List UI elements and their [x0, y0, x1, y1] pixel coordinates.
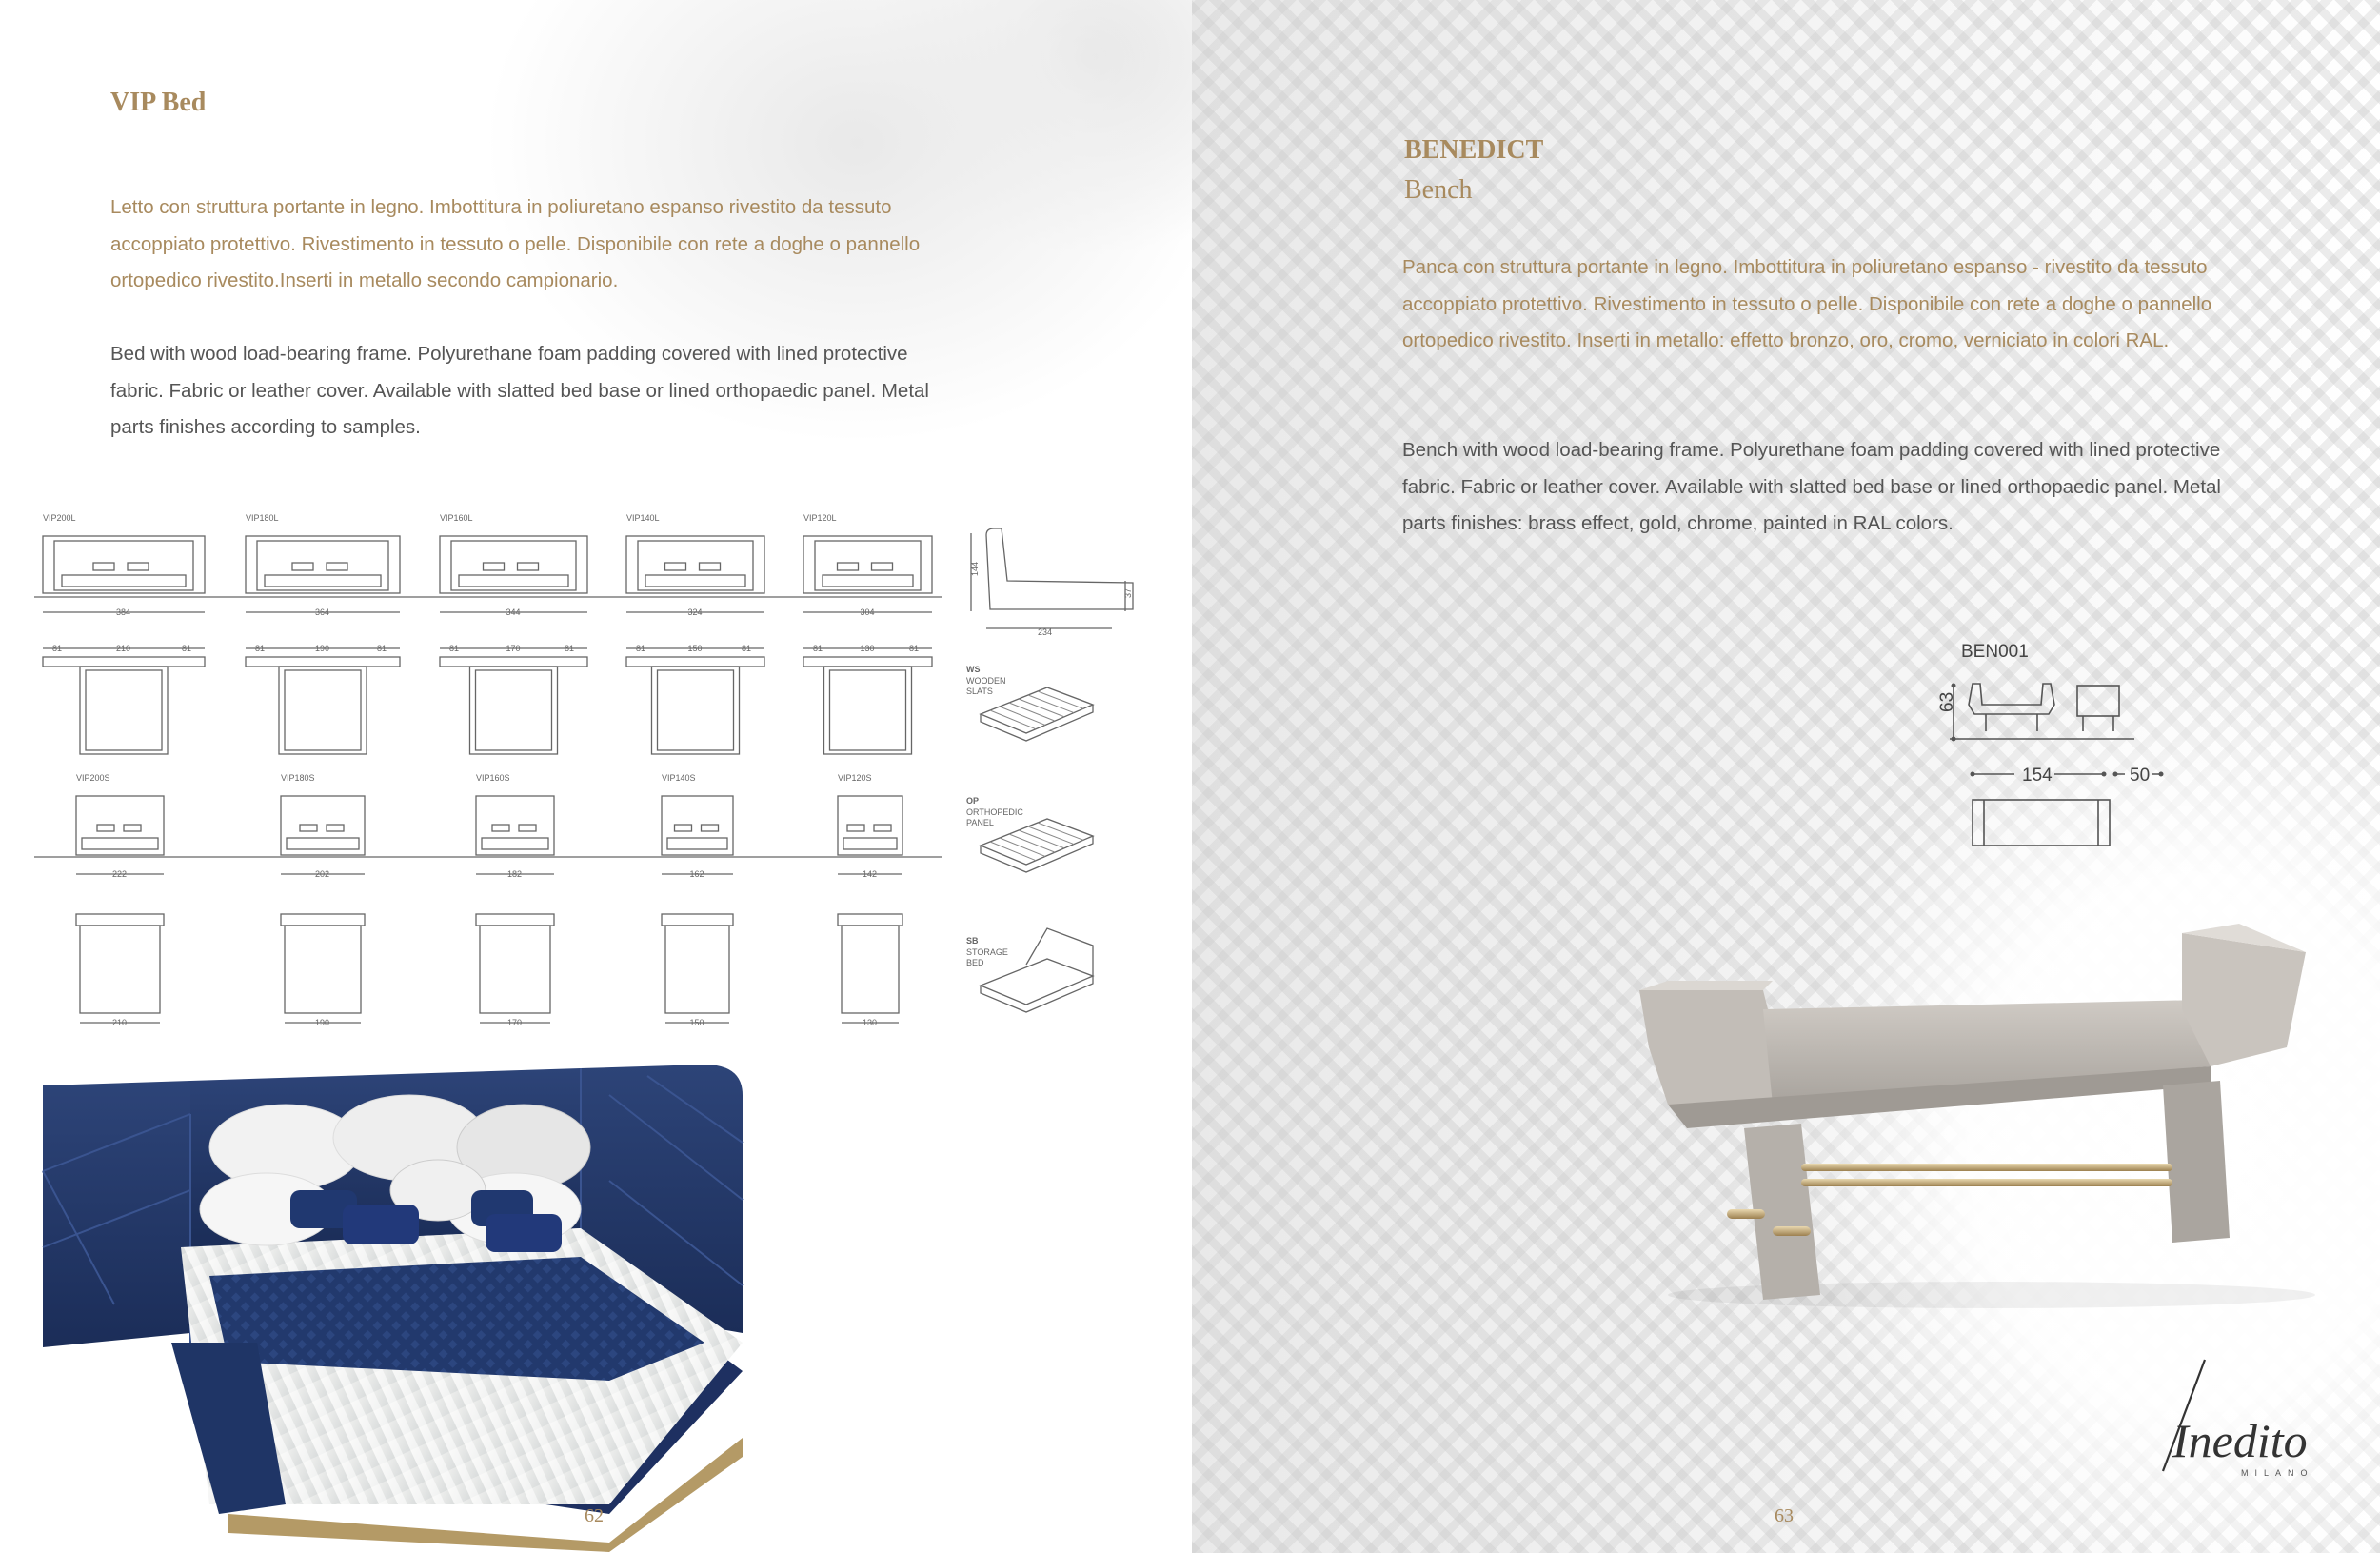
model-code: BEN001 [1961, 642, 2029, 662]
bed-plan [652, 667, 740, 754]
model-code-VIP200S: VIP200S [76, 773, 110, 783]
pillow-outline [702, 825, 719, 831]
bed-plan [480, 926, 550, 1013]
base-drawing [981, 959, 1093, 1005]
headboard-elevation [476, 796, 554, 855]
headboard-inner [257, 541, 388, 590]
mattress-outline [82, 838, 158, 849]
bed-plan [80, 667, 168, 754]
dim-mattress: 210 [116, 644, 131, 653]
dim-mattress: 190 [315, 644, 330, 653]
dim-mattress: 130 [860, 644, 875, 653]
pillow-outline [124, 825, 141, 831]
headboard-plan [281, 914, 365, 926]
base-label: WOODEN [966, 676, 1006, 686]
pillow-outline [327, 825, 344, 831]
dim-mattress: 150 [687, 644, 703, 653]
pillow-outline [874, 825, 891, 831]
pillow-outline [300, 825, 317, 831]
bench-height-label: 63 [1937, 691, 1957, 712]
headboard-plan [440, 657, 587, 667]
headboard-elevation [246, 536, 400, 593]
mattress-outline [645, 575, 745, 587]
side-view-elevation [986, 528, 1133, 609]
dim-side-right: 81 [909, 644, 920, 653]
base-drawing-side [981, 705, 1093, 741]
headboard-plan [662, 914, 733, 926]
mattress-outline [843, 838, 897, 849]
base-label: SLATS [966, 687, 993, 696]
dim-total: 222 [112, 869, 128, 879]
base-drawing [981, 819, 1093, 865]
mattress-outline [265, 575, 381, 587]
dim-total: 162 [689, 869, 704, 879]
vip-bed-image [38, 1057, 952, 1552]
dim-side-left: 81 [52, 644, 63, 653]
pillow-outline [675, 825, 692, 831]
headboard-plan [626, 657, 764, 667]
dim-mattress: 170 [506, 644, 521, 653]
headboard-elevation [281, 796, 365, 855]
pillow-outline [484, 563, 505, 570]
model-code-VIP140S: VIP140S [662, 773, 696, 783]
dim-side-right: 81 [377, 644, 387, 653]
dim-total: 384 [116, 607, 131, 617]
headboard-plan [476, 914, 554, 926]
dim-height: 144 [970, 561, 980, 576]
dim-mattress: 130 [863, 1018, 878, 1027]
model-code-VIP200L: VIP200L [43, 513, 76, 523]
dim-total: 364 [315, 607, 330, 617]
dim-side-left: 81 [449, 644, 460, 653]
mattress-plan [830, 670, 906, 750]
headboard-plan [838, 914, 902, 926]
dim-side-height: 37 [1123, 587, 1133, 598]
slat-line [1038, 691, 1083, 708]
base-code-WS: WS [966, 665, 981, 674]
headboard-inner [638, 541, 753, 590]
slat-line [1019, 830, 1064, 848]
headboard-elevation [76, 796, 164, 855]
model-code-VIP120S: VIP120S [838, 773, 872, 783]
base-label: PANEL [966, 818, 994, 827]
pillow-outline [492, 825, 509, 831]
base-code-OP: OP [966, 796, 980, 806]
dim-side-right: 81 [742, 644, 752, 653]
model-code-VIP160S: VIP160S [476, 773, 510, 783]
pillow-outline [700, 563, 721, 570]
bed-plan [285, 926, 361, 1013]
headboard-elevation [662, 796, 733, 855]
slat-line [1028, 826, 1074, 845]
page-number-left: 62 [585, 1505, 604, 1526]
dim-total: 324 [687, 607, 703, 617]
slat-line [1009, 703, 1055, 721]
bed-plan [279, 667, 367, 754]
model-code-VIP180S: VIP180S [281, 773, 315, 783]
slat-line [990, 842, 1036, 861]
mattress-outline [823, 575, 913, 587]
pillow-outline [128, 563, 149, 570]
headboard-plan [246, 657, 400, 667]
dim-mattress: 170 [507, 1018, 523, 1027]
dim-mattress: 210 [112, 1018, 128, 1027]
dim-mattress: 190 [315, 1018, 330, 1027]
dim-total: 344 [506, 607, 521, 617]
headboard-inner [451, 541, 576, 590]
bed-plan [470, 667, 558, 754]
dim-total: 182 [507, 869, 523, 879]
base-drawing-side [981, 976, 1093, 1012]
logo-subtitle: MILANO [2241, 1468, 2314, 1476]
dim-side-left: 81 [636, 644, 646, 653]
dim-side-left: 81 [255, 644, 266, 653]
slat-line [1038, 823, 1083, 840]
dim-total: 304 [860, 607, 875, 617]
right-page [1192, 0, 2380, 1553]
product-subtitle: Bench [1404, 175, 1473, 205]
model-code-VIP120L: VIP120L [803, 513, 837, 523]
description-italian: Panca con struttura portante in legno. Imbottitura in poliuretano espanso - rivestito da tessuto accoppiato protettivo. Rivestimento in tessuto o pelle. Disponibile con rete a doghe o pannello ortopedico rivestito. Inserti in metallo: effetto bronzo, oro, cromo, verniciato in colori RAL. [1402, 256, 2212, 351]
page-number-right: 63 [1775, 1505, 1794, 1526]
base-code-SB: SB [966, 936, 979, 946]
inedito-logo [2134, 1352, 2325, 1476]
bench-technical-drawing [1934, 667, 2220, 866]
base-label: STORAGE [966, 947, 1008, 957]
slat-line [1000, 707, 1045, 725]
pillow-outline [665, 563, 686, 570]
pillow-outline [292, 563, 313, 570]
headboard-plan [803, 657, 932, 667]
description-italian: Letto con struttura portante in legno. Imbottitura in poliuretano espanso rivestito da tessuto accoppiato protettivo. Rivestimento in tessuto o pelle. Disponibile con rete a doghe o pannello ortopedico rivestito.Inserti in metallo secondo campionario. [110, 196, 921, 291]
benedict-bench-image [1630, 914, 2315, 1314]
bed-plan [665, 926, 729, 1013]
mattress-outline [62, 575, 186, 587]
model-code-VIP180L: VIP180L [246, 513, 279, 523]
bench-depth-label: 50 [2130, 766, 2151, 786]
technical-drawings [0, 0, 1192, 1057]
mattress-outline [287, 838, 359, 849]
logo-wordmark: Inedito [2172, 1414, 2308, 1467]
product-title-benedict: BENEDICT [1404, 135, 1544, 165]
base-label: ORTHOPEDIC [966, 807, 1023, 817]
dim-side-right: 81 [565, 644, 575, 653]
headboard-inner [54, 541, 193, 590]
mattress-plan [86, 670, 162, 750]
mattress-plan [285, 670, 361, 750]
bed-plan [842, 926, 899, 1013]
dim-total: 202 [315, 869, 330, 879]
headboard-elevation [626, 536, 764, 593]
dim-side-left: 81 [813, 644, 823, 653]
slat-line [1028, 695, 1074, 713]
slat-line [1009, 834, 1055, 852]
pillow-outline [838, 563, 859, 570]
headboard-plan [76, 914, 164, 926]
dim-total: 142 [863, 869, 878, 879]
bed-plan [824, 667, 912, 754]
headboard-elevation [440, 536, 587, 593]
mattress-outline [482, 838, 548, 849]
dim-side-right: 81 [182, 644, 192, 653]
model-code-VIP160L: VIP160L [440, 513, 473, 523]
mattress-plan [476, 670, 552, 750]
bench-width-label: 154 [2022, 766, 2053, 786]
model-code-VIP140L: VIP140L [626, 513, 660, 523]
slat-line [990, 710, 1036, 729]
base-drawing [981, 687, 1093, 733]
headboard-elevation [43, 536, 205, 593]
pillow-outline [93, 563, 114, 570]
pillow-outline [327, 563, 347, 570]
dim-length: 234 [1038, 627, 1053, 637]
mattress-outline [667, 838, 727, 849]
pillow-outline [97, 825, 114, 831]
bed-plan [80, 926, 160, 1013]
slat-line [1000, 838, 1045, 856]
mattress-outline [459, 575, 568, 587]
base-label: BED [966, 958, 984, 967]
pillow-outline [518, 563, 539, 570]
description-english: Bed with wood load-bearing frame. Polyurethane foam padding covered with lined protective fabric. Fabric or leather cover. Available with slatted bed base or lined orthopaedic panel. Metal parts finishes according to samples. [110, 343, 929, 438]
headboard-plan [43, 657, 205, 667]
pillow-outline [872, 563, 893, 570]
slat-line [1019, 699, 1064, 717]
headboard-inner [815, 541, 921, 590]
base-drawing-side [981, 836, 1093, 872]
storage-lid [1026, 928, 1093, 976]
product-title-vip-bed: VIP Bed [110, 88, 207, 117]
mattress-plan [658, 670, 734, 750]
dim-mattress: 150 [689, 1018, 704, 1027]
pillow-outline [519, 825, 536, 831]
description-english: Bench with wood load-bearing frame. Polyurethane foam padding covered with lined protective fabric. Fabric or leather cover. Available with slatted bed base or lined orthopaedic panel. Metal parts finishes: brass effect, gold, chrome, painted in RAL colors. [1402, 439, 2221, 534]
pillow-outline [847, 825, 864, 831]
